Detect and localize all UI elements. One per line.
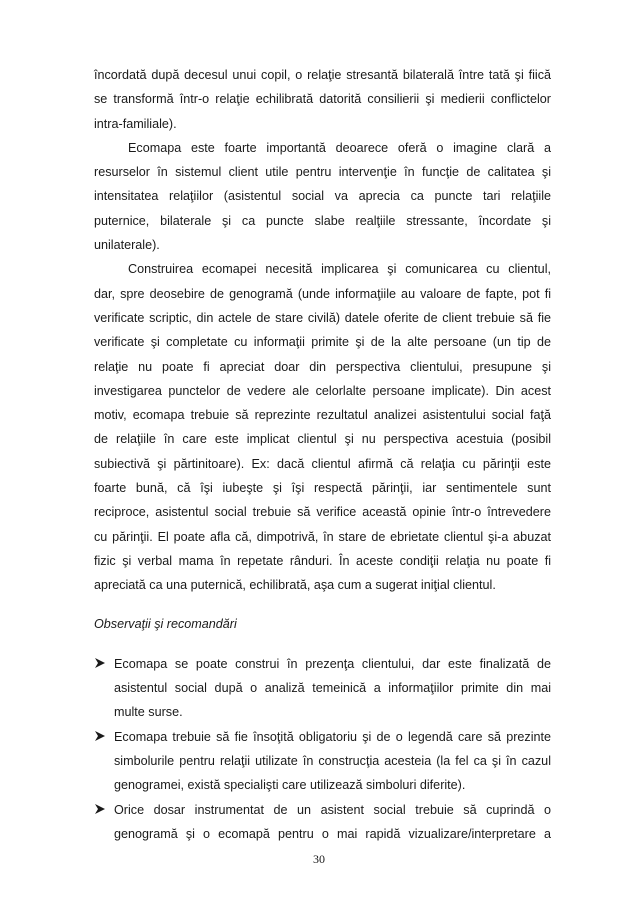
text-line: simbolurile pentru relaţii utilizate în construcţia acesteia (la fel ca şi în cazul <box>114 754 551 769</box>
text-line: foarte bună, că îşi iubeşte şi îşi respectă părinţii, iar sentimentele sunt <box>94 481 551 496</box>
text-line: Ecomapa se poate construi în prezenţa clientului, dar este finalizată de <box>114 656 551 671</box>
text-line: apreciată ca una puternică, echilibrată, aşa cum a sugerat iniţial clientul. <box>94 578 496 593</box>
text-line: dar, spre deosebire de genogramă (unde informaţiile au valoare de fapte, pot fi <box>94 286 551 301</box>
text-line: intensitatea relaţiilor (asistentul social va aprecia ca puncte tari relaţiile <box>94 189 551 204</box>
text-line: unilaterale). <box>94 238 160 253</box>
text-line: verificate scriptic, din actele de stare civilă) datele oferite de client trebuie să fie <box>94 310 551 325</box>
paragraph-3 <box>94 257 551 597</box>
text-line: subiectivă şi părtinitoare). Ex: dacă clientul afirmă că relaţia cu părinţii este <box>94 456 551 471</box>
text-line: încordată după decesul unui copil, o relaţie stresantă bilaterală între tată şi fiică <box>94 68 551 82</box>
page-number: 30 <box>313 852 325 866</box>
bullet-item <box>94 725 551 798</box>
text-line: Ecomapa este foarte importantă deoarece oferă o imagine clară a <box>128 140 551 155</box>
bullet-item <box>94 798 551 847</box>
text-line: relaţie nu poate fi apreciat doar din perspectiva clientului, presupune şi <box>94 359 551 374</box>
text-line: intra-familiale). <box>94 116 177 131</box>
text-line: Ecomapa trebuie să fie însoţită obligatoriu şi de o legendă care să prezinte <box>114 729 551 744</box>
arrow-right-icon <box>94 803 106 815</box>
text-line: cu părinţii. El poate afla că, dimpotrivă, în stare de ebrietate clientul şi-a abuzat <box>94 529 551 544</box>
text-line: verificate şi completate cu informaţii primite şi de la alte persoane (un tip de <box>94 335 551 350</box>
text-line: se transformă într-o relaţie echilibrată datorită consilierii şi medierii conflictelor <box>94 92 551 107</box>
paragraph-1 <box>94 63 551 136</box>
paragraph-2 <box>94 136 551 257</box>
document-page <box>94 63 551 846</box>
arrow-right-icon <box>94 730 106 742</box>
text-line: reciproce, asistentul social trebuie să verifice această opinie într-o întrevedere <box>94 505 551 520</box>
text-line: resurselor în sistemul client utile pentru intervenţie în funcţie de calitatea şi <box>94 165 551 180</box>
text-line: genogramei, există specialişti care utilizează simboluri diferite). <box>114 778 466 793</box>
text-line: Construirea ecomapei necesită implicarea şi comunicarea cu clientul, <box>128 262 551 277</box>
arrow-right-icon <box>94 657 106 669</box>
text-line: asistentul social după o analiză temeinică a informaţiilor primite din mai <box>114 681 551 696</box>
text-line: de relaţiile în care este implicat clientul şi nu perspectiva acestuia (posibil <box>94 432 551 447</box>
text-line: puternice, bilaterale şi ca puncte slabe realţiile stressante, încordate şi <box>94 213 551 228</box>
text-line: motiv, ecomapa trebuie să reprezinte rezultatul analizei asistentului social faţă <box>94 408 551 423</box>
text-line: genogramă şi o ecomapă pentru o mai rapidă vizualizare/interpretare a <box>114 826 551 841</box>
text-line: Orice dosar instrumentat de un asistent social trebuie să cuprindă o <box>114 802 551 817</box>
text-line: investigarea punctelor de vedere ale celorlalte persoane implicate). Din acest <box>94 383 551 398</box>
bullet-item <box>94 652 551 725</box>
section-heading: Observaţii şi recomandări <box>94 616 237 631</box>
text-line: fizic şi verbal mama în repetate rânduri. În aceste condiţii relaţia nu poate fi <box>94 553 551 568</box>
text-line: multe surse. <box>114 705 183 720</box>
